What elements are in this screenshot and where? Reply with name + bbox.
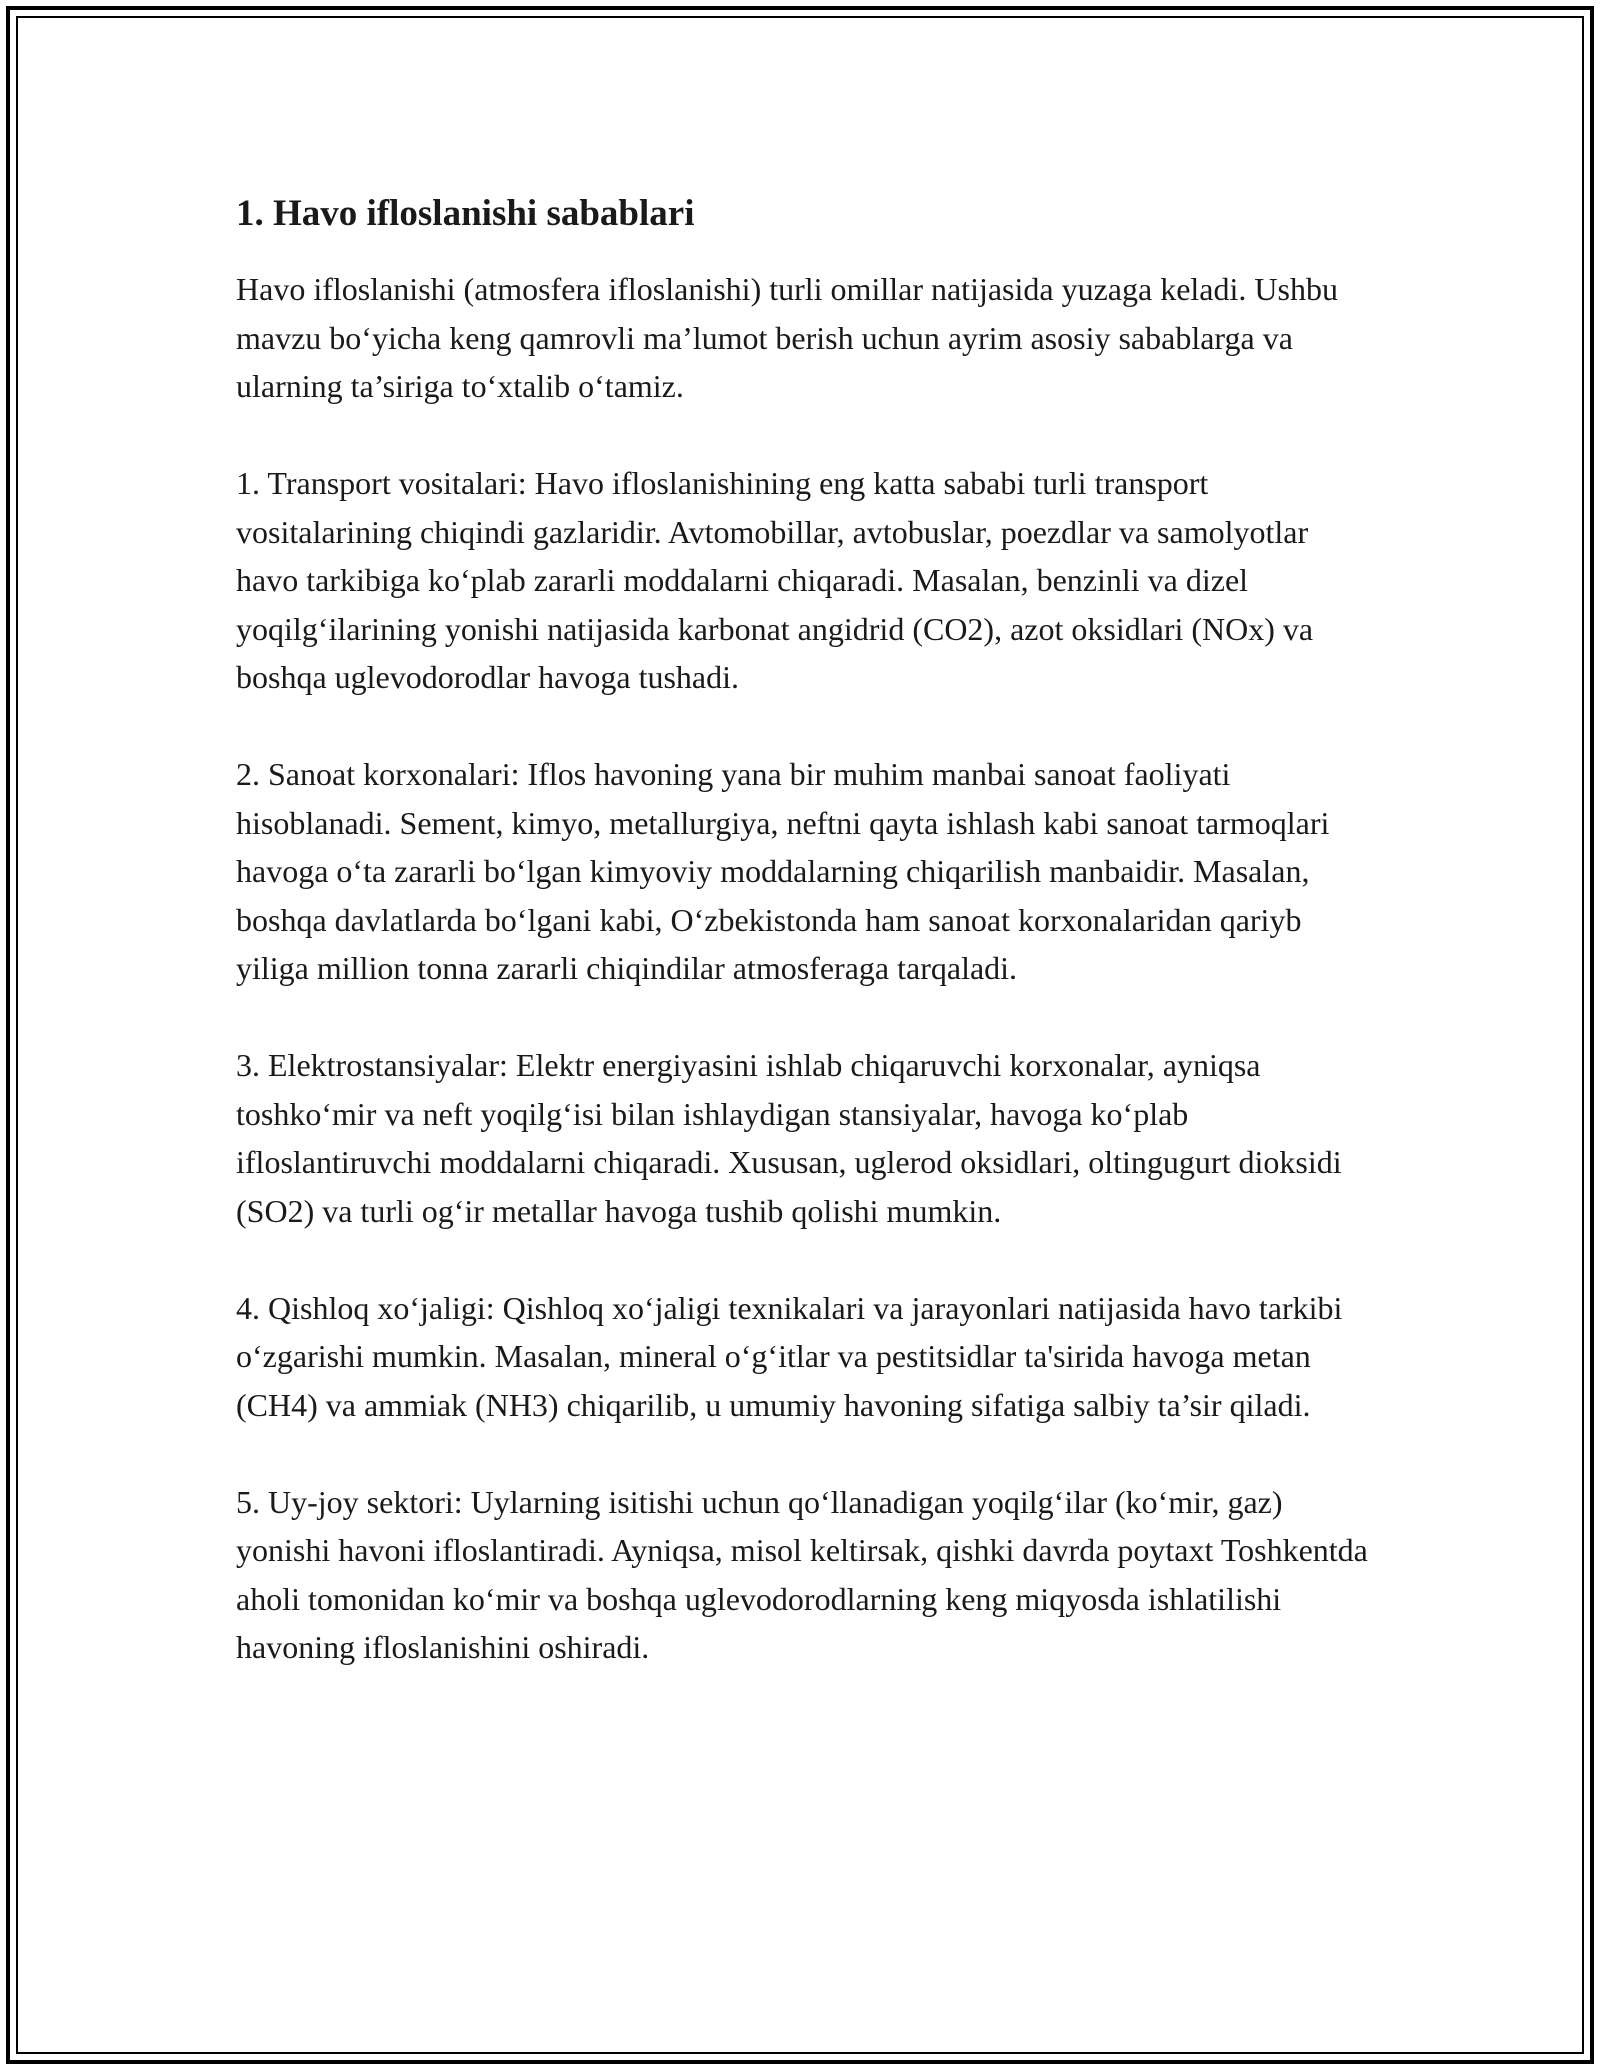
paragraph-housing: 5. Uy-joy sektori: Uylarning isitishi uchun qo‘llanadigan yoqilg‘ilar (ko‘mir, gaz) yonishi havoni ifloslantiradi. Ayniqsa, misol keltirsak, qishki davrda poytaxt Toshkentda aholi tomonidan ko‘mir va boshqa uglevodorodlarning keng miqyosda ishlatilishi havoning ifloslanishini oshiradi.	[236, 1483, 1368, 1665]
paragraph-transport: 1. Transport vositalari: Havo ifloslanishining eng katta sababi turli transport vositalarining chiqindi gazlaridir. Avtomobillar, avtobuslar, poezdlar va samolyotlar havo tarkibiga ko‘plab zararli moddalarni chiqaradi. Masalan, benzinli va dizel yoqilg‘ilarining yonishi natijasida karbonat angidrid (CO2), azot oksidlari (NOx) va boshqa uglevodorodlar havoga tushadi.	[236, 465, 1314, 695]
paragraph-industry: 2. Sanoat korxonalari: Iflos havoning yana bir muhim manbai sanoat faoliyati hisoblanadi. Sement, kimyo, metallurgiya, neftni qayta ishlash kabi sanoat tarmoqlari havoga o‘ta zararli bo‘lgan kimyoviy moddalarning chiqarilish manbaidir. Masalan, boshqa davlatlarda bo‘lgani kabi, O‘zbekistonda ham sanoat korxonalaridan qariyb yiliga million tonna zararli chiqindilar atmosferaga tarqaladi.	[236, 756, 1330, 986]
section-heading: 1. Havo ifloslanishi sabablari	[236, 193, 695, 234]
document-body	[236, 185, 1376, 1720]
intro-paragraph: Havo ifloslanishi (atmosfera ifloslanishi) turli omillar natijasida yuzaga keladi. Ushbu mavzu bo‘yicha keng qamrovli ma’lumot berish uchun ayrim asosiy sabablarga va ularning ta’siriga to‘xtalib o‘tamiz.	[236, 271, 1338, 404]
paragraph-agriculture: 4. Qishloq xo‘jaligi: Qishloq xo‘jaligi texnikalari va jarayonlari natijasida havo tarkibi o‘zgarishi mumkin. Masalan, mineral o‘g‘itlar va pestitsidlar ta'sirida havoga metan (CH4) va ammiak (NH3) chiqarilib, u umumiy havoning sifatiga salbiy ta’sir qiladi.	[236, 1289, 1343, 1423]
paragraph-power-plants: 3. Elektrostansiyalar: Elektr energiyasini ishlab chiqaruvchi korxonalar, ayniqsa toshko‘mir va neft yoqilg‘isi bilan ishlaydigan stansiyalar, havoga ko‘plab ifloslantiruvchi moddalarni chiqaradi. Xususan, uglerod oksidlari, oltingugurt dioksidi (SO2) va turli og‘ir metallar havoga tushib qolishi mumkin.	[236, 1047, 1342, 1229]
